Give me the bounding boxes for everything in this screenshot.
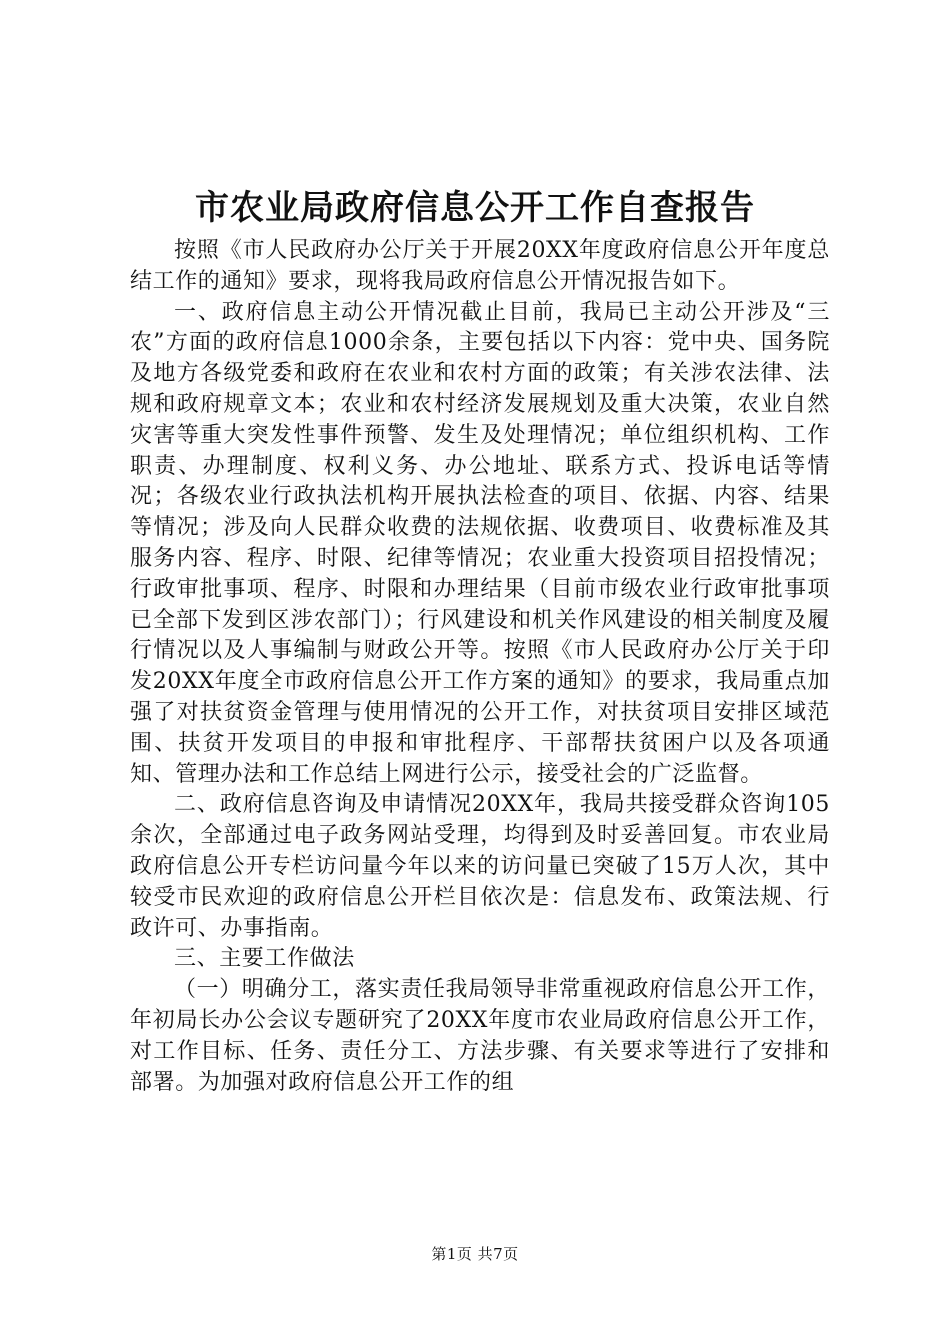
paragraph-section-2: 二、政府信息咨询及申请情况20XX年，我局共接受群众咨询105余次，全部通过电子政务网站受理，均得到及时妥善回复。市农业局政府信息公开专栏访问量今年以来的访问量已突破了15万人次，其中较受市民欢迎的政府信息公开栏目依次是：信息发布、政策法规、行政许可、办事指南。	[130, 792, 830, 941]
page-footer: 第1页 共7页	[431, 1245, 519, 1263]
paragraph-subsection-1: （一）明确分工，落实责任我局领导非常重视政府信息公开工作，年初局长办公会议专题研究了20XX年度市农业局政府信息公开工作，对工作目标、任务、责任分工、方法步骤、有关要求等进行了安排和部署。为加强对政府信息公开工作的组	[130, 977, 830, 1095]
paragraph-intro: 按照《市人民政府办公厅关于开展20XX年度政府信息公开年度总结工作的通知》要求，现将我局政府信息公开情况报告如下。	[130, 238, 830, 294]
document-body	[130, 236, 830, 1098]
paragraph-section-1: 一、政府信息主动公开情况截止目前，我局已主动公开涉及“三农”方面的政府信息1000余条，主要包括以下内容：党中央、国务院及地方各级党委和政府在农业和农村方面的政策；有关涉农法律、法规和政府规章文本；农业和农村经济发展规划及重大决策，农业自然灾害等重大突发性事件预警、发生及处理情况；单位组织机构、工作职责、办理制度、权利义务、办公地址、联系方式、投诉电话等情况；各级农业行政执法机构开展执法检查的项目、依据、内容、结果等情况；涉及向人民群众收费的法规依据、收费项目、收费标准及其服务内容、程序、时限、纪律等情况；农业重大投资项目招投情况；行政审批事项、程序、时限和办理结果（目前市级农业行政审批事项已全部下发到区涉农部门）；行风建设和机关作风建设的相关制度及履行情况以及人事编制与财政公开等。按照《市人民政府办公厅关于印发20XX年度全市政府信息公开工作方案的通知》的要求，我局重点加强了对扶贫资金管理与使用情况的公开工作，对扶贫项目安排区域范围、扶贫开发项目的申报和审批程序、干部帮扶贫困户以及各项通知、管理办法和工作总结上网进行公示，接受社会的广泛监督。	[130, 299, 830, 787]
document-title: 市农业局政府信息公开工作自查报告	[195, 188, 755, 228]
section-heading-3: 三、主要工作做法	[174, 946, 355, 972]
